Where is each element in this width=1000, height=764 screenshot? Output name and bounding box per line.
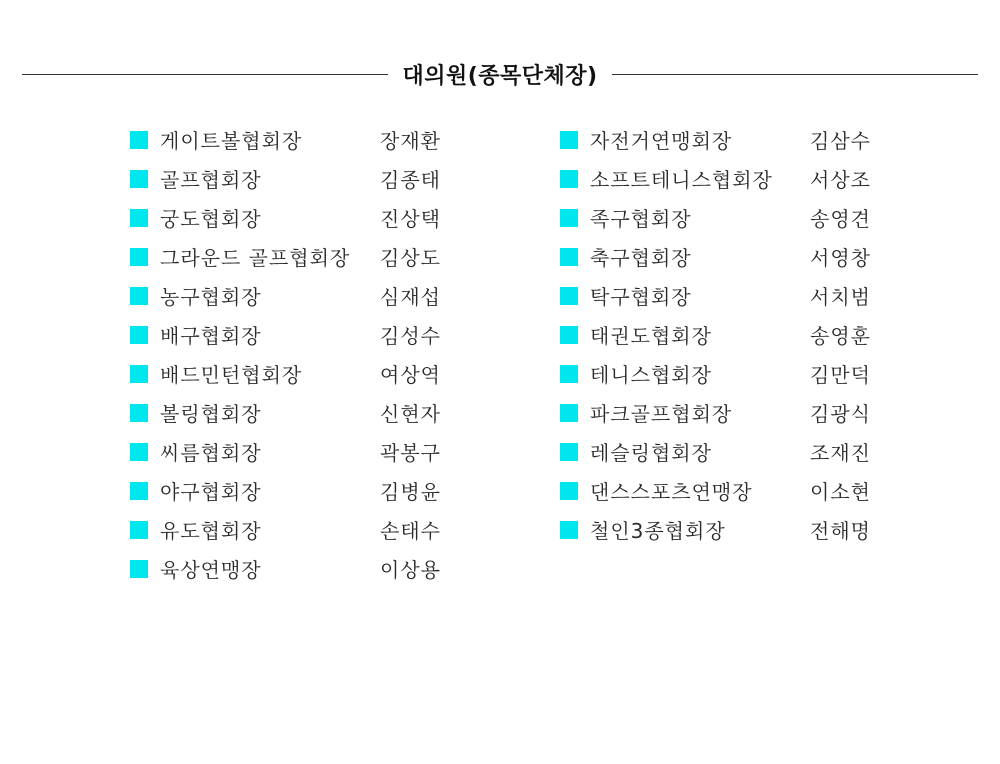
list-item: [130, 510, 441, 549]
person-name: 진상택: [380, 207, 441, 231]
list-item: [560, 471, 871, 510]
person-name: 이소현: [810, 480, 871, 504]
list-item: [130, 354, 441, 393]
organization-title: 그라운드 골프협회장: [160, 246, 351, 270]
section-title: 대의원(종목단체장): [402, 63, 598, 89]
header-rule-left: [22, 74, 388, 75]
person-name: 서치범: [810, 285, 871, 309]
list-item: [130, 471, 441, 510]
organization-title: 소프트테니스협회장: [590, 168, 773, 192]
square-bullet-icon: [130, 365, 148, 383]
square-bullet-icon: [560, 131, 578, 149]
square-bullet-icon: [560, 521, 578, 539]
list-item: [130, 237, 441, 276]
list-item: [560, 120, 871, 159]
organization-title: 농구협회장: [160, 285, 262, 309]
square-bullet-icon: [560, 170, 578, 188]
square-bullet-icon: [130, 248, 148, 266]
square-bullet-icon: [560, 404, 578, 422]
section-header: [22, 56, 978, 92]
person-name: 장재환: [380, 129, 441, 153]
list-item: [560, 276, 871, 315]
left-column: [130, 120, 441, 588]
organization-title: 배드민턴협회장: [160, 363, 303, 387]
square-bullet-icon: [130, 521, 148, 539]
square-bullet-icon: [130, 404, 148, 422]
person-name: 서상조: [810, 168, 871, 192]
square-bullet-icon: [130, 482, 148, 500]
header-rule-right: [612, 74, 978, 75]
organization-title: 게이트볼협회장: [160, 129, 303, 153]
organization-title: 파크골프협회장: [590, 402, 733, 426]
organization-title: 육상연맹장: [160, 558, 262, 582]
list-item: [130, 120, 441, 159]
organization-title: 철인3종협회장: [590, 519, 726, 543]
list-item: [560, 393, 871, 432]
organization-title: 족구협회장: [590, 207, 692, 231]
organization-title: 레슬링협회장: [590, 441, 712, 465]
person-name: 곽봉구: [380, 441, 441, 465]
square-bullet-icon: [560, 209, 578, 227]
right-column: [560, 120, 871, 549]
organization-title: 볼링협회장: [160, 402, 262, 426]
person-name: 송영훈: [810, 324, 871, 348]
list-item: [560, 315, 871, 354]
person-name: 김삼수: [810, 129, 871, 153]
person-name: 심재섭: [380, 285, 441, 309]
organization-title: 야구협회장: [160, 480, 262, 504]
organization-title: 탁구협회장: [590, 285, 692, 309]
square-bullet-icon: [130, 326, 148, 344]
list-item: [130, 549, 441, 588]
list-item: [560, 510, 871, 549]
square-bullet-icon: [560, 365, 578, 383]
list-item: [130, 432, 441, 471]
list-item: [130, 159, 441, 198]
person-name: 송영견: [810, 207, 871, 231]
organization-title: 배구협회장: [160, 324, 262, 348]
person-name: 김광식: [810, 402, 871, 426]
square-bullet-icon: [560, 326, 578, 344]
list-item: [560, 159, 871, 198]
square-bullet-icon: [130, 287, 148, 305]
person-name: 서영창: [810, 246, 871, 270]
list-item: [130, 198, 441, 237]
organization-title: 골프협회장: [160, 168, 262, 192]
square-bullet-icon: [560, 287, 578, 305]
square-bullet-icon: [560, 443, 578, 461]
organization-title: 유도협회장: [160, 519, 262, 543]
organization-title: 씨름협회장: [160, 441, 262, 465]
person-name: 조재진: [810, 441, 871, 465]
square-bullet-icon: [130, 131, 148, 149]
square-bullet-icon: [560, 482, 578, 500]
list-item: [130, 393, 441, 432]
person-name: 김성수: [380, 324, 441, 348]
person-name: 김병윤: [380, 480, 441, 504]
person-name: 여상역: [380, 363, 441, 387]
list-item: [560, 237, 871, 276]
list-item: [560, 198, 871, 237]
square-bullet-icon: [130, 560, 148, 578]
list-item: [130, 315, 441, 354]
person-name: 김종태: [380, 168, 441, 192]
organization-title: 댄스스포츠연맹장: [590, 480, 753, 504]
person-name: 전해명: [810, 519, 871, 543]
organization-title: 궁도협회장: [160, 207, 262, 231]
square-bullet-icon: [130, 443, 148, 461]
organization-title: 테니스협회장: [590, 363, 712, 387]
person-name: 김만덕: [810, 363, 871, 387]
person-name: 신현자: [380, 402, 441, 426]
list-item: [560, 354, 871, 393]
person-name: 이상용: [380, 558, 441, 582]
organization-title: 태권도협회장: [590, 324, 712, 348]
list-item: [130, 276, 441, 315]
square-bullet-icon: [560, 248, 578, 266]
square-bullet-icon: [130, 170, 148, 188]
person-name: 김상도: [380, 246, 441, 270]
square-bullet-icon: [130, 209, 148, 227]
list-item: [560, 432, 871, 471]
organization-title: 자전거연맹회장: [590, 129, 733, 153]
organization-title: 축구협회장: [590, 246, 692, 270]
person-name: 손태수: [380, 519, 441, 543]
